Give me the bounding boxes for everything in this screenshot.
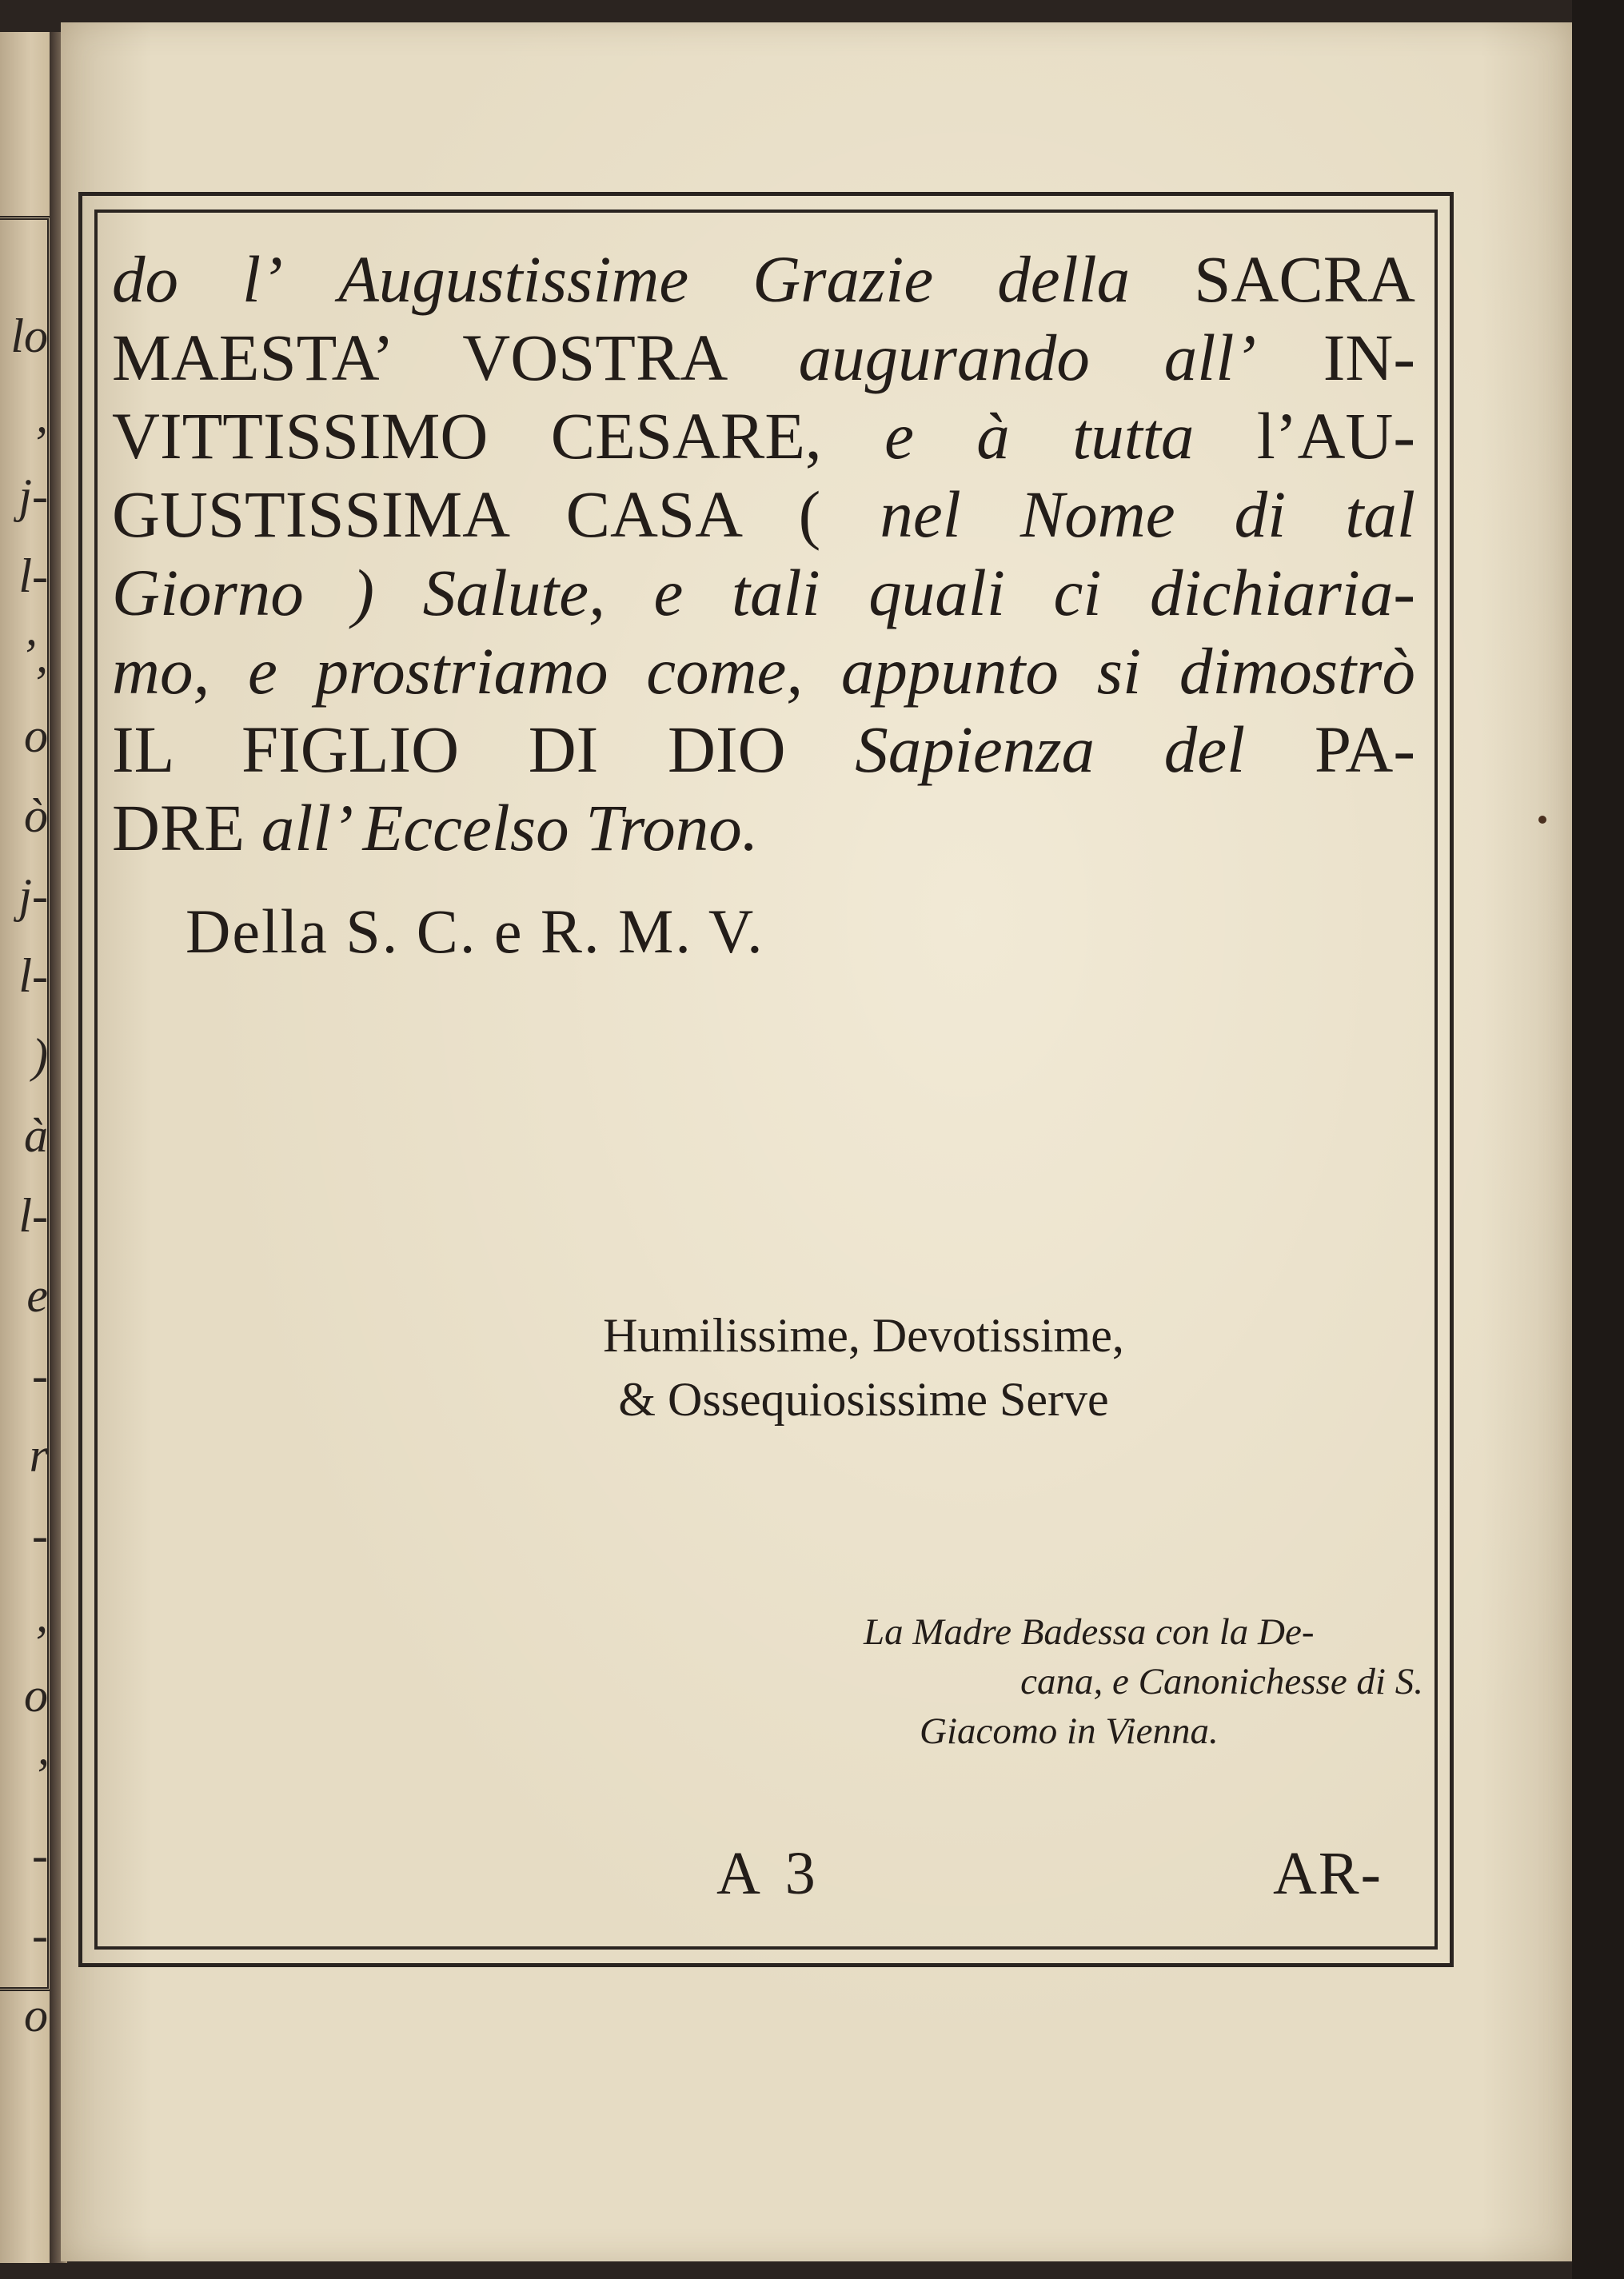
signature-mark: A 3 [716, 1840, 822, 1907]
facing-page-glyph: o [24, 1989, 48, 2042]
facing-page-glyph: r [29, 1429, 48, 1482]
facing-page-text [3, 296, 48, 2055]
facing-page-glyph: l- [18, 949, 48, 1002]
italic-text: augurando all’ [798, 321, 1323, 394]
facing-page-glyph: ò [24, 789, 48, 842]
facing-page-glyph: o [24, 709, 48, 762]
catchword: AR- [1273, 1840, 1383, 1907]
facing-page-glyph: ) [32, 1029, 48, 1082]
roman-text: l’AU- [1256, 399, 1415, 473]
facing-page-glyph: à [24, 1109, 48, 1162]
signature-line: Della S. C. e R. M. V. [186, 896, 764, 966]
facing-page-glyph: j- [18, 469, 48, 522]
body-paragraph [112, 240, 1415, 867]
roman-text: IN- [1323, 321, 1415, 394]
roman-text: DRE [112, 791, 261, 864]
text-line [112, 788, 1415, 867]
facing-page-glyph: e [26, 1269, 48, 1322]
facing-page-glyph: , [36, 389, 48, 442]
facing-page-glyph: - [32, 1829, 48, 1882]
text-line [112, 240, 1415, 318]
italic-text: do l’ Augustissime Grazie della [112, 242, 1195, 316]
text-line [112, 553, 1415, 632]
signatory-line: La Madre Badessa con la De- [864, 1611, 1315, 1653]
closing-line: Humilissime, Devotissime, [603, 1309, 1124, 1362]
roman-text: SACRA [1194, 242, 1415, 316]
facing-page-edge [0, 32, 56, 2263]
facing-page-glyph: l- [18, 1189, 48, 1242]
facing-page-glyph: - [32, 1909, 48, 1962]
text-line [112, 632, 1415, 710]
body-text [112, 240, 1415, 867]
facing-page-glyph: o [24, 1669, 48, 1722]
italic-text: mo, e prostriamo come, appunto si dimostrò [112, 634, 1415, 708]
italic-text: Sapienza del [855, 712, 1315, 786]
facing-page-glyph: j- [18, 869, 48, 922]
closing-line: & Ossequiosissime Serve [618, 1373, 1109, 1426]
text-line [112, 710, 1415, 788]
facing-page-glyph: l- [18, 549, 48, 602]
italic-text: Giorno ) Salute, e tali quali ci dichiaria- [112, 556, 1415, 629]
roman-text: MAESTA’ VOSTRA [112, 321, 799, 394]
italic-text: e à tutta [884, 399, 1257, 473]
roman-text: PA- [1314, 712, 1415, 786]
facing-page-glyph: ’ [32, 1749, 48, 1802]
signatories [864, 1607, 1423, 1756]
text-line [112, 475, 1415, 553]
facing-page-glyph: - [32, 1509, 48, 1562]
roman-text: GUSTISSIMA CASA ( [112, 477, 880, 551]
signatory-line: cana, e Canonichesse di S. [1020, 1661, 1423, 1702]
roman-text: VITTISSIMO CESARE, [112, 399, 885, 473]
facing-page-glyph: , [36, 1589, 48, 1642]
facing-page-glyph: - [32, 1349, 48, 1402]
ink-spot [1538, 816, 1546, 824]
facing-page-glyph: lo [10, 309, 48, 362]
text-line [112, 397, 1415, 475]
facing-page-glyph: ’, [20, 629, 48, 682]
roman-text: IL FIGLIO DI DIO [112, 712, 856, 786]
italic-text: nel Nome di tal [880, 477, 1415, 551]
signatory-line: Giacomo in Vienna. [920, 1710, 1219, 1752]
page-edge-shadow [1572, 0, 1624, 2279]
closing-formula [448, 1303, 1279, 1431]
italic-text: all’ Eccelso Trono. [261, 791, 759, 864]
text-line [112, 318, 1415, 397]
